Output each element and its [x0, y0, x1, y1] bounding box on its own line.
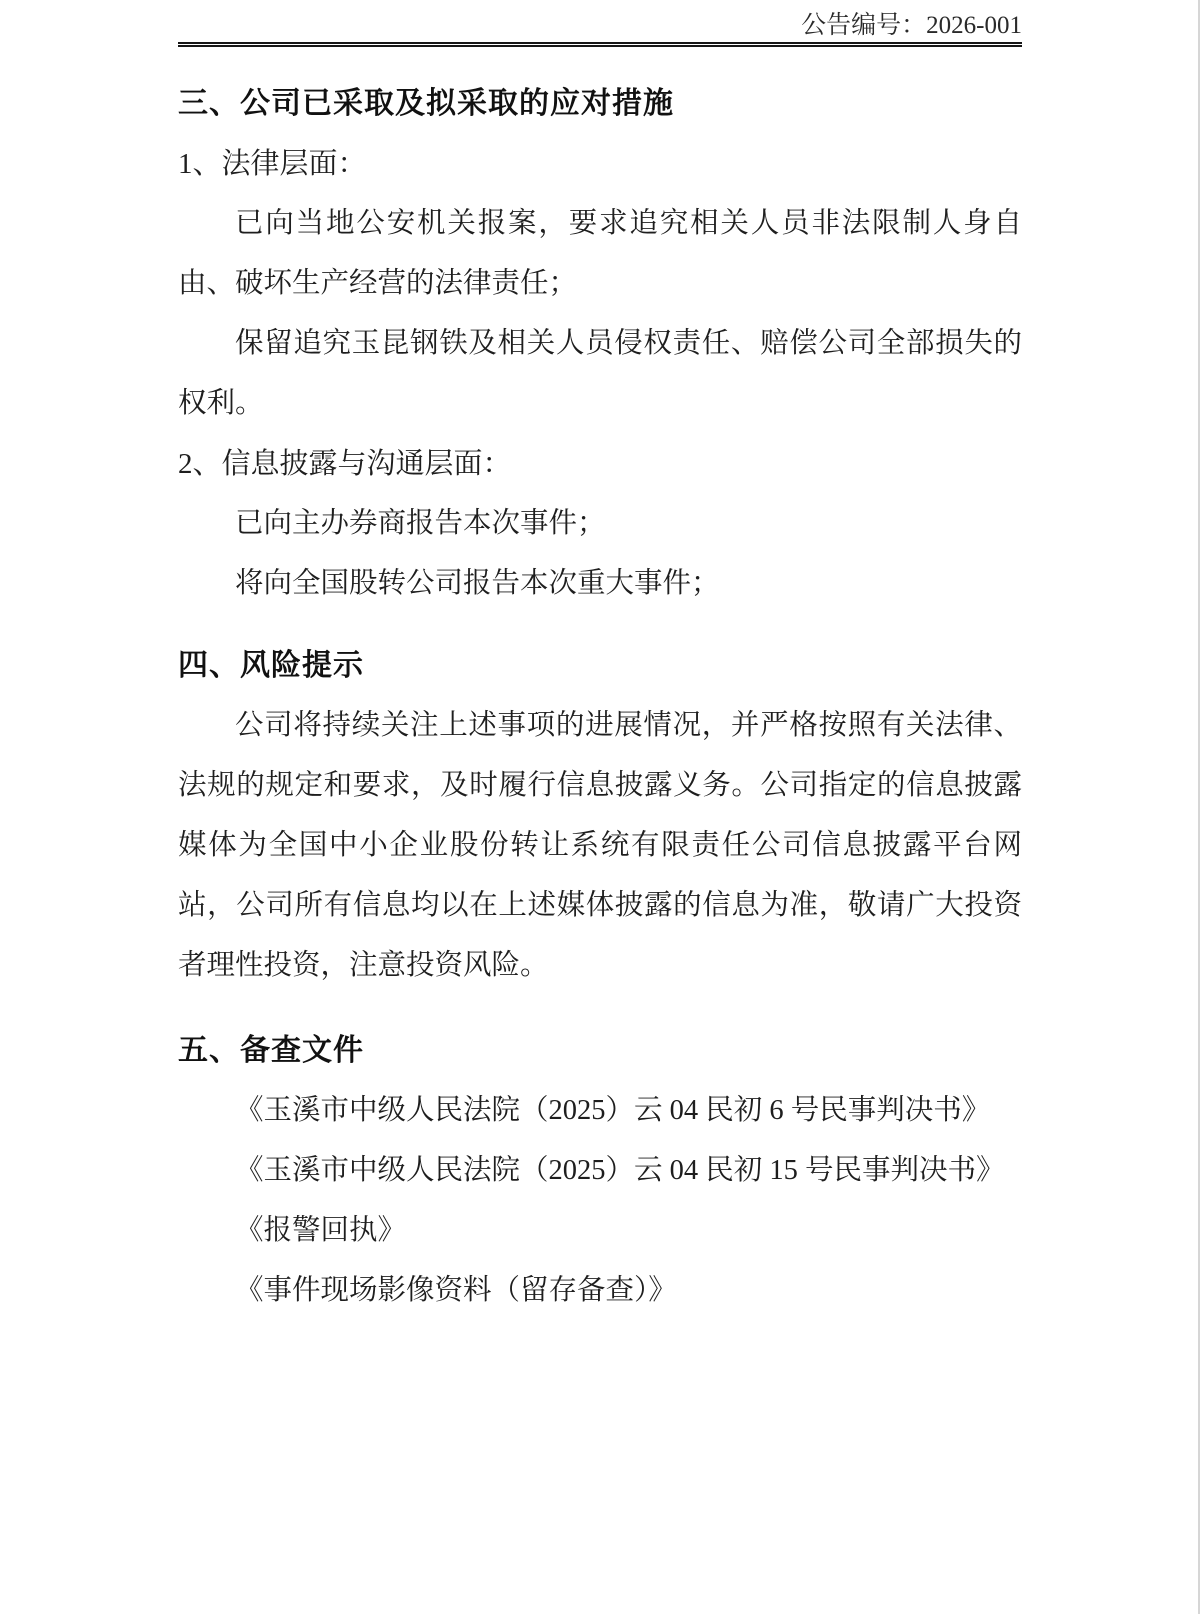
reference-document-3: 《报警回执》 — [235, 1215, 407, 1246]
reference-document-4: 《事件现场影像资料（留存备查）》 — [235, 1275, 677, 1306]
section3-item1-paragraph-1: 已向当地公安机关报案，要求追究相关人员非法限制人身自由、破坏生产经营的法律责任； — [178, 208, 1022, 299]
reference-document-1: 《玉溪市中级人民法院（2025）云 04 民初 6 号民事判决书》 — [235, 1095, 991, 1126]
section4-heading: 四、风险提示 — [178, 649, 364, 682]
announcement-number: 公告编号：2026-001 — [178, 0, 1022, 47]
section3-item2-paragraph-1: 已向主办券商报告本次事件； — [235, 508, 606, 539]
section3-heading: 三、公司已采取及拟采取的应对措施 — [178, 87, 674, 120]
section3-item2-label: 2、信息披露与沟通层面： — [178, 448, 512, 480]
section5-heading: 五、备查文件 — [178, 1034, 364, 1067]
section3-item2-paragraph-2: 将向全国股转公司报告本次重大事件； — [235, 568, 720, 599]
document-body — [178, 74, 1022, 1321]
reference-document-2: 《玉溪市中级人民法院（2025）云 04 民初 15 号民事判决书》 — [235, 1155, 1005, 1186]
section3-item1-paragraph-2: 保留追究玉昆钢铁及相关人员侵权责任、赔偿公司全部损失的权利。 — [178, 328, 1022, 419]
section4-paragraph-1: 公司将持续关注上述事项的进展情况，并严格按照有关法律、法规的规定和要求，及时履行信息披露义务。公司指定的信息披露媒体为全国中小企业股份转让系统有限责任公司信息披露平台网站，公司所有信息均以在上述媒体披露的信息为准，敬请广大投资者理性投资，注意投资风险。 — [178, 710, 1022, 981]
section3-item1-label: 1、法律层面： — [178, 148, 367, 180]
